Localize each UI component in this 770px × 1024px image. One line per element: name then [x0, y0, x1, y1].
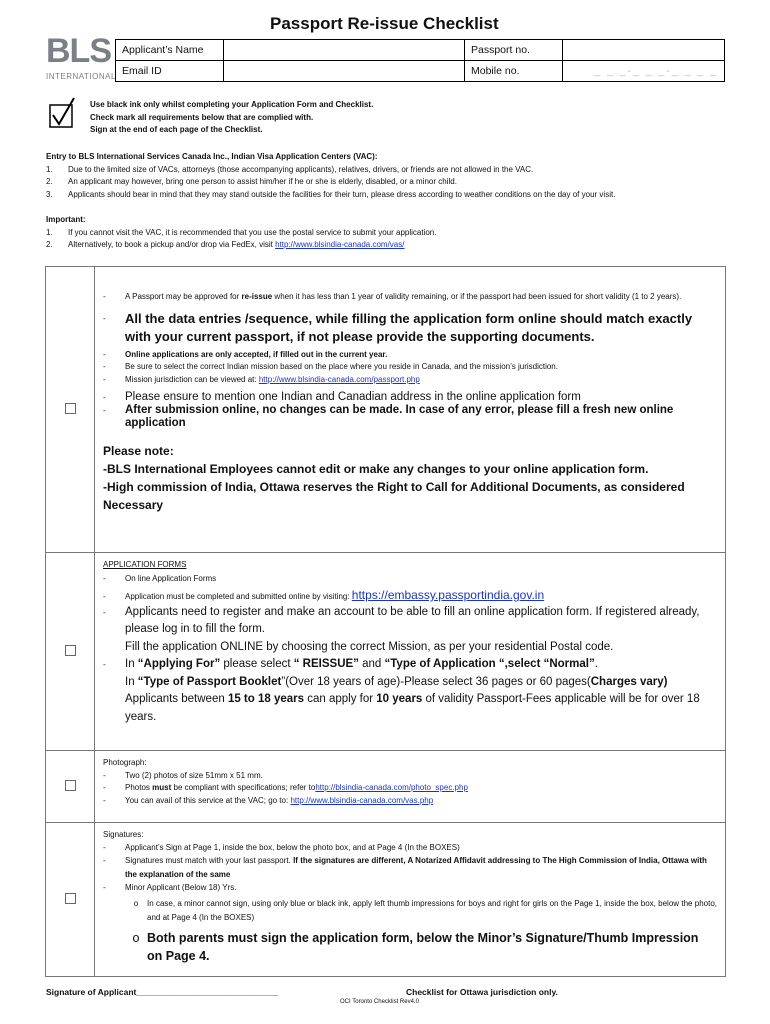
entry-section [46, 151, 615, 201]
list-item: 2. An applicant may however, bring one person to assist him/her if he or she is elderly, disabled, or a minor child. [46, 177, 457, 186]
applicant-details-table [115, 39, 725, 82]
important-heading: Important: [46, 215, 86, 224]
checklist-checkbox-cell [46, 751, 95, 823]
list-item: 1. Due to the limited size of VACs, attorneys (those accompanying applicants), relatives, drivers, or friends are not allowed in the VAC. [46, 164, 534, 174]
checklist-checkbox-cell [46, 823, 95, 977]
passport-no-field[interactable] [563, 40, 725, 61]
mobile-field[interactable] [563, 61, 725, 82]
checklist-checkbox[interactable] [65, 893, 76, 904]
mobile-label: Mobile no. [465, 61, 563, 82]
checklist-table [45, 266, 726, 977]
section-heading: Photograph: [103, 758, 147, 767]
applicant-name-field[interactable] [224, 40, 465, 61]
logo-subtext: INTERNATIONAL [46, 72, 116, 81]
instructions-block [90, 99, 373, 137]
bls-logo [46, 32, 116, 84]
vas-service-link[interactable]: http://www.blsindia-canada.com/vas.php [290, 795, 434, 805]
vas-link[interactable]: http://www.blsindia-canada.com/vas/ [275, 240, 405, 249]
photo-spec-link[interactable]: http://blsindia-canada.com/photo_spec.php [315, 783, 468, 792]
passportindia-link[interactable]: https://embassy.passportindia.gov.in [351, 588, 545, 602]
revision-label: OCI Toronto Checklist Rev4.0 [340, 999, 419, 1005]
checklist-checkbox-cell [46, 553, 95, 751]
list-item: 2. Alternatively, to book a pickup and/or drop via FedEx, visit http://www.blsindia-canada.com/vas/ [46, 240, 405, 249]
instruction-line: Sign at the end of each page of the Checklist. [90, 125, 263, 134]
note-line: -BLS International Employees cannot edit or make any changes to your online application form. [103, 462, 649, 476]
checklist-checkbox[interactable] [65, 403, 76, 414]
checklist-checkbox[interactable] [65, 645, 76, 656]
note-line: -High commission of India, Ottawa reserves the Right to Call for Additional Documents, as considered Necessary [103, 480, 685, 512]
checkbox-checked-icon [48, 97, 76, 131]
email-field[interactable] [224, 61, 465, 82]
passport-link[interactable]: http://www.blsindia-canada.com/passport.php [258, 374, 420, 384]
email-label: Email ID [116, 61, 224, 82]
important-section [46, 214, 436, 252]
passport-no-label: Passport no. [465, 40, 563, 61]
section-application-forms: APPLICATION FORMS - On line Application Forms - Application must be completed and submitted online by visiting: https://embassy.passportindia.gov.in - Applicants need to register and make an account to be able to fill an online application form. If registered already, please log in to fill the form. Fill the application ONLINE by choosing the correct Mission, as per your residential Postal code. - In “Applying For” please select “ REISSUE” and “Type of Application “,select “Normal”. In “Type of Passport Booklet”(Over 18 years of age)-Please select 36 pages or 60 pages(Charges vary) Applicants between 15 to 18 years can apply for 10 years of validity Passport-Fees applicable will be for over 18 years. [95, 553, 726, 751]
please-note-heading: Please note: [103, 444, 174, 458]
section-photograph: Photograph: - Two (2) photos of size 51mm x 51 mm. - Photos must be compliant with specifications; refer tohttp://blsindia-canada.com/photo_spec.php - You can avail of this service at the VAC; go to: http://www.blsindia-canada.com/vas.php [95, 751, 726, 823]
checklist-checkbox-cell [46, 267, 95, 553]
section-heading: Signatures: [103, 830, 144, 839]
logo-text: BLS [46, 32, 111, 70]
list-item: 3. Applicants should bear in mind that they may stand outside the facilities for their turn, please dress according to weather conditions on the day of your visit. [46, 189, 616, 199]
section-signatures: Signatures: - Applicant’s Sign at Page 1, inside the box, below the photo box, and at Page 4 (In the BOXES) - Signatures must match with your last passport. If the signatures are different, A Notarized Affidavit addressing to The High Commission of India, Ottawa with the explanation of the same - Minor Applicant (Below 18) Yrs. o In case, a minor cannot sign, using only blue or black ink, apply left thumb impressions for boys and right for girls on the Page 1, inside the box, below the photo, and at Page 4 (In the BOXES) o Both parents must sign the application form, below the Minor’s Signature/Thumb Impression on Page 4. [95, 823, 726, 977]
section-heading: APPLICATION FORMS [103, 560, 187, 569]
signature-line: Signature of Applicant______________________________ [46, 987, 279, 997]
instruction-line: Check mark all requirements below that are complied with. [90, 112, 314, 122]
section-general: - A Passport may be approved for re-issue when it has less than 1 year of validity remaining, or if the passport had been issued for short validity (1 to 2 years). - All the data entries /sequence, while filling the application form online should match exactly with your current passport, if not please provide the supporting documents. - Online applications are only accepted, if filled out in the current year. - Be sure to select the correct Indian mission based on the place where you reside in Canada, and the mission’s jurisdiction. - Mission jurisdiction can be viewed at: http://www.blsindia-canada.com/passport.php - Please ensure to mention one Indian and Canadian address in the online application form - After submission online, no changes can be made. In case of any error, please fill a fresh new online application Please note: -BLS International Employees cannot edit or make any changes to your online application form. -High commission of India, Ottawa reserves the Right to Call for Additional Documents, as considered Necessary [95, 267, 726, 553]
jurisdiction-note: Checklist for Ottawa jurisdiction only. [406, 987, 558, 997]
checklist-checkbox[interactable] [65, 780, 76, 791]
entry-heading: Entry to BLS International Services Canada Inc., Indian Visa Application Centers (VAC): [46, 152, 378, 161]
list-item: 1. If you cannot visit the VAC, it is recommended that you use the postal service to submit your application. [46, 227, 437, 237]
instruction-line: Use black ink only whilst completing your Application Form and Checklist. [90, 100, 374, 109]
mobile-placeholder: _ _ _-_ _ _-_ _ _ _ [594, 65, 718, 77]
page-title: Passport Re-issue Checklist [270, 14, 499, 33]
applicant-name-label: Applicant’s Name [116, 40, 224, 61]
